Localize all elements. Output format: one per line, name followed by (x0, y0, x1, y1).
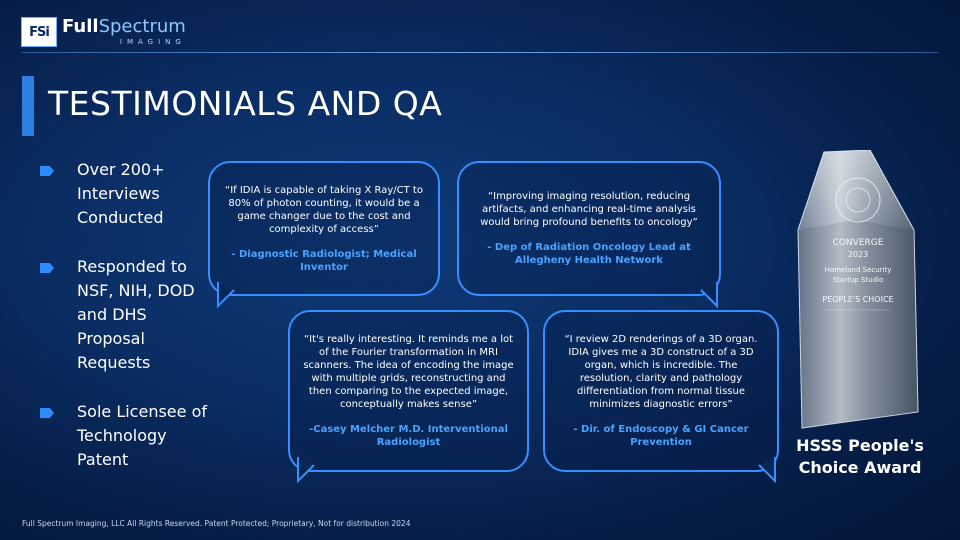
logo-wordmark (62, 18, 186, 46)
logo-name-bold: Full (62, 16, 99, 37)
slide-title: TESTIMONIALS AND QA (48, 84, 443, 123)
logo-name-light: Spectrum (98, 16, 186, 37)
speech-tail (294, 455, 318, 485)
testimonial-bubble-radiologist (208, 161, 440, 296)
arrow-bullet-icon (40, 263, 54, 273)
testimonial-author: - Diagnostic Radiologist; Medical Inventor (231, 248, 417, 273)
award-trophy (796, 150, 924, 440)
arrow-bullet-icon (40, 408, 54, 418)
bullet-item (40, 400, 210, 472)
testimonial-author: - Dir. of Endoscopy & GI Cancer Prevention (573, 424, 749, 448)
award-caption: HSSS People's Choice Award (796, 436, 924, 477)
logo-subtitle: IMAGING (119, 38, 186, 46)
bullet-item (40, 255, 210, 375)
trophy-text: 2023 (847, 250, 869, 259)
logo-mark: FSi (22, 18, 56, 46)
bullet-list (40, 158, 210, 497)
trophy-text: Startup Studio (832, 276, 884, 284)
bullet-item (40, 158, 210, 230)
testimonial-quote: “It's really interesting. It reminds me a lot of the Fourier transformation in MRI scanners. The idea of encoding the image with multiple grids, reconstructing and then comparing to the expected image, conceptually makes sense” (303, 334, 514, 410)
testimonial-quote: “I review 2D renderings of a 3D organ. IDIA gives me a 3D construct of a 3D organ, which is incredible. The resolution, clarity and pathology differentiation from normal tissue minimizes diagnostic errors” (564, 334, 758, 410)
testimonial-quote: “If IDIA is capable of taking X Ray/CT to 80% of photon counting, it would be a game changer due to the cost and complexity of access” (225, 184, 423, 235)
testimonial-bubble-oncology (457, 161, 721, 296)
speech-tail (214, 280, 238, 310)
bullet-text: Sole Licensee of Technology Patent (77, 402, 207, 469)
arrow-bullet-icon (40, 166, 54, 176)
trophy-text: Homeland Security (824, 266, 892, 274)
footer-copyright: Full Spectrum Imaging, LLC All Rights Reserved. Patent Protected; Proprietary, Not for distribution 2024 (22, 519, 411, 528)
title-accent-bar (22, 76, 34, 136)
company-logo (22, 18, 186, 46)
header-divider (22, 52, 938, 53)
testimonial-quote: “Improving imaging resolution, reducing artifacts, and enhancing real-time analysis would bring profound benefits to oncology” (480, 191, 698, 228)
speech-tail (697, 280, 721, 310)
testimonial-author: -Casey Melcher M.D. Interventional Radiologist (309, 424, 508, 448)
trophy-text: CONVERGE (832, 238, 884, 248)
bullet-text: Responded to NSF, NIH, DOD and DHS Proposal Requests (77, 257, 195, 372)
testimonial-author: - Dep of Radiation Oncology Lead at Allegheny Health Network (487, 242, 691, 266)
testimonial-bubble-melcher (288, 310, 529, 472)
bullet-text: Over 200+ Interviews Conducted (77, 160, 165, 227)
testimonial-bubble-endoscopy (543, 310, 779, 472)
trophy-text: PEOPLE'S CHOICE (822, 295, 894, 304)
